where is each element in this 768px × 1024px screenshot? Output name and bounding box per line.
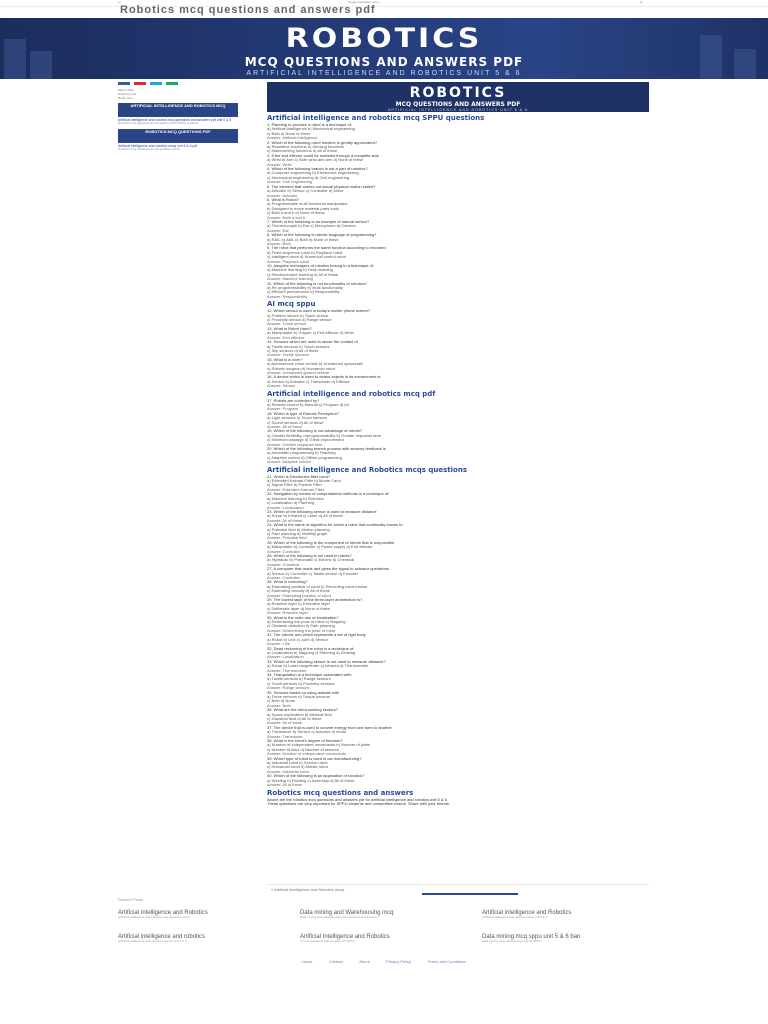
option-line: a) Manipulator b) Gripper c) End effector d) Wrist	[267, 331, 354, 336]
option-line: a) Sensor b) Actuator c) Transducer d) Effector	[267, 379, 350, 384]
question-block	[267, 399, 649, 465]
related-post-title[interactable]: Data mining and Warehousing mcq	[300, 910, 394, 916]
question-line: 15. What is a rover?	[267, 357, 303, 362]
question-line: Above are the robotics mcq questions and answers pdf for artificial intelligence and robotics unit 5 & 6.	[267, 797, 448, 802]
sidebar	[118, 82, 240, 151]
related-post[interactable]	[118, 934, 283, 943]
related-post-title[interactable]: Artificial intelligence and robotics	[118, 934, 206, 940]
question-line: 17. Robots are controlled by?	[267, 398, 320, 403]
option-line: a) Machine learning b) Deep learning	[267, 268, 333, 273]
facebook-share-icon[interactable]	[118, 82, 130, 85]
option-line: a) Hydraulic b) Pneumatic c) Electric d) Chemical	[267, 558, 355, 563]
option-line: a) Force sensors b) Torque sensors	[267, 694, 331, 699]
pager-bar[interactable]	[422, 893, 518, 895]
answer-line: Answer: Machine learning	[267, 277, 314, 282]
section-heading: Artificial intelligence and robotics mcq SPPU questions	[267, 114, 485, 122]
answer-line: Answer: Both a and b	[267, 215, 306, 220]
option-line: a) Welding b) Painting c) Assembly d) All of these	[267, 778, 355, 783]
option-line: a) Thermocouple b) Ear c) Microphone d) Camera	[267, 224, 356, 229]
share-buttons	[118, 82, 240, 85]
post-navigation	[267, 884, 649, 899]
option-line: c) Intelligent robot d) Numerical control robot	[267, 255, 346, 260]
option-line: a) Estimating position of robot b) Recording robot motion	[267, 584, 368, 589]
answer-line: Answer: Range sensors	[267, 686, 310, 691]
option-line: c) Industrial field d) All of these	[267, 717, 322, 721]
answer-line: Answer: All of these	[267, 425, 303, 429]
option-line: a) Re programmability b) Multi functionality	[267, 286, 343, 291]
post-date: March 2021	[118, 88, 134, 92]
page-title: Robotics mcq questions and answers pdf	[120, 4, 376, 16]
answer-line: Answer: Actuator	[267, 193, 298, 198]
option-line: a) Industrial robot b) Service robot	[267, 761, 328, 766]
question-line: 5. The element that carries out actual physical motion called?	[267, 184, 376, 189]
option-line: c) Path planning d) Visibility graph	[267, 531, 328, 536]
question-line: 22. Navigation by means of computational methods is a technique of:	[267, 492, 390, 497]
post-label[interactable]: Robotics mcq	[118, 92, 137, 96]
option-line: a) Sonar b) Laser rangefinder c) Infrared d) Thermometer	[267, 664, 369, 669]
previous-post-link[interactable]: « Artificial intelligence and Robotics mcqs	[271, 887, 345, 892]
option-line: a) Artificial Intelligence b) Mechanical engineering	[267, 127, 355, 132]
sidebar-post-desc: Robotics mcq questions for competitive exams	[118, 146, 180, 151]
option-line: c) Humanoid robot d) Mobile robot	[267, 765, 328, 770]
footer-link-about[interactable]: About	[359, 959, 370, 964]
option-line: a) Repetitive functions b) Sensing functions	[267, 145, 344, 150]
option-line: a) Transducer b) Sensor c) Actuator d) Motor	[267, 730, 347, 735]
answer-line: Answer: Program	[267, 407, 298, 412]
question-line: 35. Sensors based on using actuate with	[267, 690, 340, 695]
answer-line: Answer: Both	[267, 241, 291, 246]
question-line: 27. A computer that reads and gives the signal to actuator operations	[267, 567, 389, 572]
hero-subtitle: MCQ QUESTIONS AND ANSWERS PDF	[244, 55, 524, 69]
question-line: 36. What are the robot working sectors?	[267, 708, 338, 713]
option-line: a) Fixed sequence robot b) Playback robot	[267, 250, 343, 255]
question-line: 13. What is Robot Hand?	[267, 326, 312, 331]
answer-line: Answer: Playback robot	[267, 259, 310, 264]
question-line: 8. Which of the following is robotic language of programming?	[267, 233, 377, 238]
question-line: 28. What is reckoning?	[267, 580, 308, 585]
section-heading: AI mcq sppu	[267, 300, 316, 309]
answer-line: Answer: All of these	[267, 721, 303, 726]
option-line: a) Automatic programming b) Teaching	[267, 451, 336, 456]
option-line: a) Manipulator b) Controller c) Power supply d) End effector	[267, 545, 373, 550]
question-line: 4. Which of the following branch is not a part of robotics?	[267, 167, 368, 172]
answer-line: Answer: Adaptive control	[267, 460, 312, 465]
question-line: 34. Triangulation is a technique associated with:	[267, 672, 352, 677]
question-line: 6. What is Robot?	[267, 197, 299, 202]
option-line: a) Actuator b) Sensor c) Controller d) Motor	[267, 189, 344, 194]
footer-link-contact[interactable]: Contact	[328, 959, 343, 964]
question-line: 18. Which is type of Robotic Perception?	[267, 411, 340, 416]
option-line: a) Programmable multi functional manipulator	[267, 202, 348, 207]
related-post-title[interactable]: Artificial Intelligence and Robotics	[300, 934, 390, 940]
answer-line: Answer: Touch sensor	[267, 322, 307, 327]
option-line: c) Efficient performance d) Responsibility	[267, 290, 340, 295]
question-line: 3. If the end effector could be swiveled through a complete axis	[267, 153, 379, 158]
related-post-title[interactable]: Artificial intelligence and Robotics	[482, 910, 572, 916]
sidebar-post-thumbnail[interactable]: ARTIFICIAL INTELLIGENCE AND ROBOTICS MCQ	[118, 103, 238, 117]
footer-links	[0, 950, 768, 968]
option-line: c) Reinforcement learning d) All of these	[267, 272, 339, 277]
top-navigation-bar	[0, 0, 768, 7]
option-line: a) Light sensors b) Touch sensors	[267, 416, 327, 421]
related-post-snippet: Artificial intelligence and robotics mcq questions unit 5	[118, 915, 190, 919]
menu-icon[interactable]: •••	[118, 0, 122, 4]
answer-line: Answer: Sensor	[267, 384, 296, 389]
related-post-snippet: Artificial intelligence and robotics mcq pdf unit 1 & 2	[118, 939, 187, 943]
related-post-title[interactable]: Artificial Intelligence and Robotics	[118, 910, 208, 916]
option-line: a) Determining the pose of robot b) Mapping	[267, 620, 346, 625]
question-line: 21. Which is Electronics filter used?	[267, 474, 331, 479]
article-main	[267, 82, 649, 806]
answer-line: Answer: Localization	[267, 505, 304, 510]
question-line: 25. Which of the following is the component of robots that is responsible	[267, 540, 395, 545]
question-line: 11. Which of the following is not functionality of robotics?	[267, 281, 367, 286]
question-line: 39. Which type of robot is used in car manufacturing?	[267, 756, 362, 761]
related-post-snippet: AI mcq questions with answers for SPPU	[300, 939, 355, 943]
question-line: 1. Planning to produce a robot is a technique of:	[267, 123, 352, 127]
question-block	[267, 475, 649, 788]
option-line: c) Estimating velocity d) All of these	[267, 589, 330, 594]
question-block	[267, 246, 649, 299]
option-line: c) Robotic surgeon d) Humanoid robot	[267, 366, 335, 371]
answer-line: Answer: Link	[267, 642, 290, 647]
question-line: 26. Which of the following is not used in robots?	[267, 553, 352, 558]
option-line: a) Remote control b) Manual c) Program d) All	[267, 402, 349, 407]
option-line: a) Number of independent movements b) Number of joints	[267, 743, 371, 748]
option-line: c) Proximity sensor d) Range sensor	[267, 318, 332, 323]
answer-line: Answer: End effector	[267, 335, 305, 340]
option-line: a) Sonar b) Infrared c) Laser d) All of these	[267, 514, 343, 519]
answer-line: Answer: Artificial intelligence	[267, 136, 318, 141]
option-line: a) Potential field b) Motion planning	[267, 527, 330, 532]
article-content	[267, 114, 649, 806]
option-line: c) Both a and b d) None of these	[267, 211, 325, 216]
site-name[interactable]: Toggle navigation menu	[348, 0, 380, 4]
option-line: c) Deliberate layer d) None of these	[267, 606, 331, 611]
question-line: 7. Which of the following is an example of natural sensor?	[267, 219, 370, 224]
related-post-title[interactable]: Data mining mcq sppu unit 5 & 6 ban	[482, 934, 581, 940]
related-post[interactable]	[482, 934, 647, 943]
question-line: 20. Which of the following branch process with sensory feedback is	[267, 447, 386, 452]
question-line: 40. Which of the following is an application of robotics?	[267, 774, 365, 779]
option-line: a) Wrist b) Arm c) Both wrist and arm d) None of these	[267, 158, 364, 163]
section-heading: Artificial intelligence and Robotics mcqs questions	[267, 465, 468, 474]
option-line: c) Minimum wastage d) Great improvement	[267, 438, 344, 443]
answer-line: Answer: Reactive layer	[267, 611, 308, 616]
question-line: 31. The robotic arm which represents a set of rigid body	[267, 633, 366, 638]
answer-line: Answer: Number of independent movements	[267, 752, 347, 757]
option-line: a) Computer engineering b) Electronics engineering	[267, 171, 359, 176]
question-line: 9. The robot that performs the same function according to recorded	[267, 246, 386, 251]
question-block	[267, 123, 649, 246]
question-line: 10. Adaptive techniques of robotics belong to a technique of:	[267, 264, 374, 268]
option-line: c) Number of links d) Number of sensors	[267, 747, 339, 752]
question-line: 14. Sensors which are used to sense the contact of	[267, 340, 358, 345]
option-line: a) Space exploration b) Medical field	[267, 712, 332, 717]
question-line: 2. Which of the following robot function is greatly appreciated?	[267, 140, 378, 145]
related-post[interactable]	[300, 910, 465, 919]
option-line: c) Touch sensors d) Proximity sensors	[267, 681, 335, 686]
option-line: a) Sensor b) Controller c) Tactile sensor d) Encoder	[267, 571, 359, 576]
hero-tagline: ARTIFICIAL INTELLIGENCE AND ROBOTICS UNIT 5 & 6	[246, 70, 522, 77]
answer-line: Answer: Thermometer	[267, 668, 307, 673]
related-post[interactable]	[300, 934, 465, 943]
option-line: a) Greater flexibility, reprogrammability b) Greater response time	[267, 433, 381, 438]
option-line: c) Both d) None	[267, 699, 296, 704]
option-line: a) Position sensor b) Touch sensor	[267, 313, 329, 318]
answer-line: Answer: Ear	[267, 228, 289, 233]
article-banner-image	[267, 82, 649, 112]
search-icon[interactable]: Q	[640, 0, 643, 4]
option-line: c) Maneuvering functions d) All of these	[267, 149, 338, 154]
banner-subtitle: MCQ QUESTIONS AND ANSWERS PDF	[395, 101, 521, 108]
answer-line: Answer: Both	[267, 703, 291, 708]
answer-line: Answer: Industrial robot	[267, 769, 310, 774]
hero-title: ROBOTICS	[285, 22, 483, 55]
answer-line: Answer: All of these	[267, 518, 303, 523]
answer-line: Answer: Localization	[267, 655, 304, 660]
answer-line: Answer: Greater response time	[267, 442, 323, 447]
question-block	[267, 309, 649, 388]
option-line: c) Obstacle detection d) Path planning	[267, 624, 335, 629]
option-line: a) Reactive layer b) Executive layer	[267, 602, 330, 607]
pinterest-share-icon[interactable]	[134, 82, 146, 85]
option-line: a) Tactile sensors b) Range sensors	[267, 677, 331, 682]
closing-paragraph	[267, 798, 649, 807]
question-line: 16. A device which is used to detect objects in its environment is	[267, 375, 381, 380]
answer-line: Answer: Unmanned ground vehicle	[267, 370, 330, 375]
footer-link-terms[interactable]: Terms and Conditions	[427, 959, 467, 964]
question-line: 23. Which of the following sensor is used to measure distance	[267, 509, 377, 514]
footer-link-home[interactable]: Home	[301, 959, 313, 964]
option-line: a) Robot b) Link c) Joint d) Sensor	[267, 637, 328, 642]
answer-line: Answer: Chemical	[267, 562, 300, 567]
option-line: c) Slip sensors d) All of these	[267, 348, 319, 353]
answer-line: Answer: Responsibility	[267, 294, 308, 299]
option-line: b) Designed to move material parts tools	[267, 206, 339, 211]
related-post[interactable]	[482, 910, 647, 919]
related-post[interactable]	[118, 910, 283, 919]
sidebar-post-thumbnail[interactable]: ROBOTICS MCQ QUESTIONS PDF	[118, 129, 238, 143]
related-post-snippet: Data mining and warehousing mcq questions and answers	[300, 915, 378, 919]
answer-line: Answer: Tactile sensors	[267, 353, 309, 358]
twitter-share-icon[interactable]	[150, 82, 162, 85]
option-line: c) Localization d) Planning	[267, 501, 314, 506]
sidebar-post-title[interactable]: Artificial intelligence and robotics mcq questions and answers pdf unit 5 & 6	[118, 118, 232, 122]
question-line: 30. What is the main use of localization?	[267, 615, 339, 620]
option-line: a) RAIL b) AML c) Both d) None of these	[267, 237, 339, 242]
option-line: a) Machine learning b) Robotics	[267, 496, 324, 501]
related-post-snippet: Artificial intelligence and robotics mcqs unit 3 & 4	[482, 915, 548, 919]
question-line: 24. What is the name of algorithm for which a robot that continually moves to	[267, 523, 403, 528]
option-line: a) Extended Kalman Filter b) Monte Carlo	[267, 479, 341, 484]
footer-link-privacy[interactable]: Privacy Policy	[386, 959, 412, 964]
option-line: a) Autonomous robot vehicle b) Unmanned spacecraft	[267, 362, 363, 367]
read-more-link[interactable]: Read more	[118, 96, 133, 100]
banner-tagline: ARTIFICIAL INTELLIGENCE AND ROBOTICS UNIT 5 & 6	[388, 108, 528, 112]
option-line: a) Localization b) Mapping c) Planning d) Sensing	[267, 650, 356, 655]
answer-line: Answer: Civil engineering	[267, 180, 313, 185]
question-line: 33. Which of the following sensor is not used to measure distance?	[267, 659, 386, 664]
sidebar-post-title[interactable]: Artificial intelligence and robotics mcqs unit 5 & 6 pdf	[118, 143, 198, 148]
whatsapp-share-icon[interactable]	[166, 82, 178, 85]
sidebar-post-desc: Robotics mcq questions and answers pdf for SPPU students	[118, 121, 199, 125]
answer-line: Answer: Extended Kalman Filter	[267, 487, 325, 492]
option-line: c) Adaptive control d) Offline programming	[267, 455, 342, 460]
related-posts-heading: Related Posts	[118, 897, 143, 902]
answer-line: Answer: Wrist	[267, 162, 292, 167]
banner-title: ROBOTICS	[409, 85, 507, 101]
answer-line: Answer: All of these	[267, 783, 303, 788]
option-line: c) Sound sensors d) All of these	[267, 420, 324, 425]
answer-line: Answer: Controller	[267, 576, 300, 580]
section-heading: Robotics mcq questions and answers	[267, 788, 414, 797]
question-line: 19. Which of the following is not advantage of robots?	[267, 429, 362, 434]
option-line: a) Tactile sensors b) Touch sensors	[267, 344, 330, 349]
answer-line: Answer: Transducer	[267, 734, 303, 739]
option-line: c) Sigma Filter d) Particle Filter	[267, 483, 322, 488]
option-line: c) Both d) None of these	[267, 131, 311, 136]
related-post-snippet: Data mining and warehousing mcq for SPPU	[482, 939, 542, 943]
question-line: 32. Dead reckoning of the robot is a technique of:	[267, 646, 355, 651]
answer-line: Answer: Determining the pose of robot	[267, 628, 336, 633]
question-line: These questions are very important for SPPU students and competitive exams. Share with your friends.	[267, 801, 450, 806]
hero-banner	[0, 18, 768, 79]
answer-line: Answer: Potential field	[267, 536, 307, 541]
question-line: 38. What is the robot's degree of freedom?	[267, 739, 343, 744]
option-line: c) Mechanical engineering d) Civil engineering	[267, 175, 350, 180]
section-heading: Artificial intelligence and robotics mcq pdf	[267, 389, 436, 398]
answer-line: Answer: Controller	[267, 549, 300, 554]
question-line: 12. Which sensor is used in today's mobile phone screen?	[267, 309, 371, 314]
question-line: 29. The lowest layer of the three-layer architecture is?	[267, 598, 363, 603]
question-line: 37. The device that is used to convert energy from one form to another	[267, 725, 392, 730]
answer-line: Answer: Estimating position of robot	[267, 593, 331, 598]
